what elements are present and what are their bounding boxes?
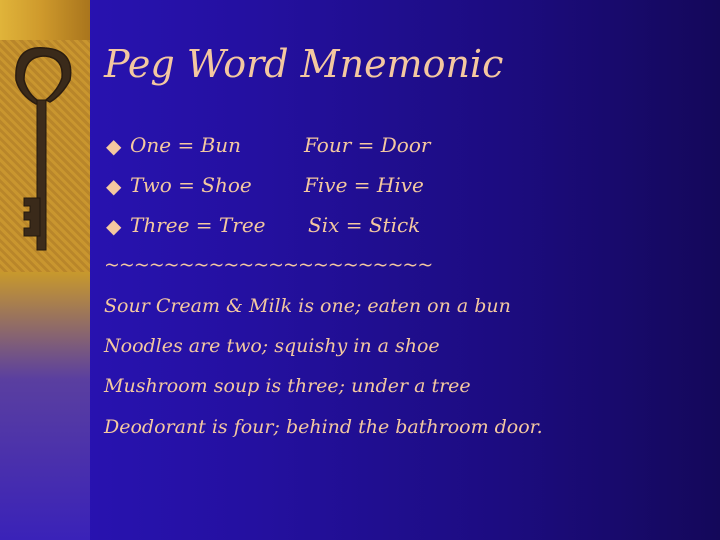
peg-four: Four = Door bbox=[304, 133, 431, 157]
mnemonic-line-one: Sour Cream & Milk is one; eaten on a bun bbox=[104, 295, 511, 317]
mnemonic-line-three: Mushroom soup is three; under a tree bbox=[104, 375, 471, 397]
bullet-icon: ◆ bbox=[106, 134, 122, 158]
peg-six: Six = Stick bbox=[308, 213, 421, 237]
mnemonic-line-four: Deodorant is four; behind the bathroom door. bbox=[104, 416, 543, 438]
peg-two: Two = Shoe bbox=[130, 173, 252, 197]
divider-line: ~~~~~~~~~~~~~~~~~~~~~~ bbox=[104, 254, 433, 276]
key-icon bbox=[0, 40, 90, 272]
mnemonic-line-two: Noodles are two; squishy in a shoe bbox=[104, 335, 440, 357]
strip-gradient bbox=[0, 272, 90, 540]
bullet-icon: ◆ bbox=[106, 214, 122, 238]
slide-title: Peg Word Mnemonic bbox=[104, 42, 504, 86]
peg-five: Five = Hive bbox=[304, 173, 424, 197]
peg-three: Three = Tree bbox=[130, 213, 266, 237]
peg-one: One = Bun bbox=[130, 133, 242, 157]
bullet-icon: ◆ bbox=[106, 174, 122, 198]
